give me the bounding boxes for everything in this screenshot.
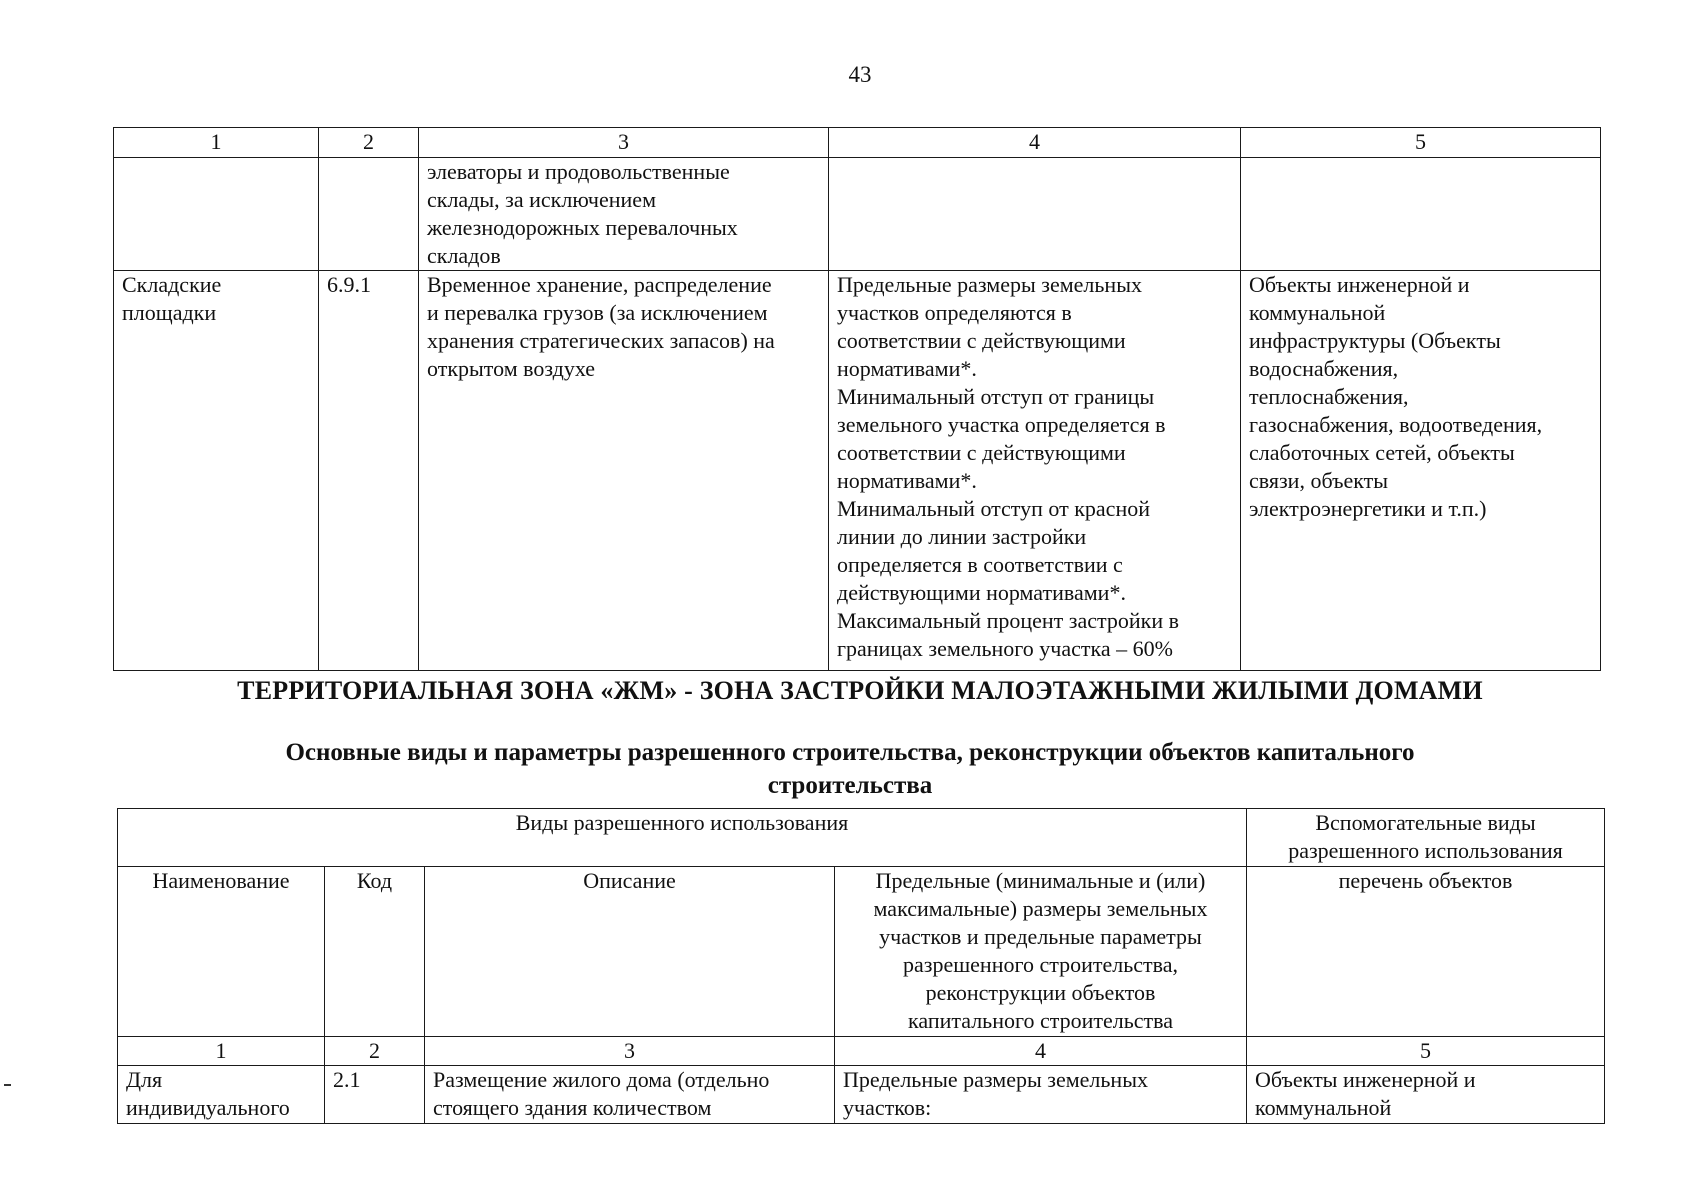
parameters-column-header: Предельные (минимальные и (или) максимальные) размеры земельных участков и предельные параметры разрешенного строительства, реконструкции объектов капитального строительства bbox=[835, 867, 1247, 1037]
table-row bbox=[114, 158, 1601, 271]
use-description-cell: Размещение жилого дома (отдельно стоящего здания количеством bbox=[425, 1066, 835, 1124]
column-number: 1 bbox=[114, 128, 319, 158]
table-row bbox=[114, 271, 1601, 671]
use-code-cell: 6.9.1 bbox=[319, 271, 419, 671]
objects-list-column-header: перечень объектов bbox=[1247, 867, 1605, 1037]
description-column-header: Описание bbox=[425, 867, 835, 1037]
auxiliary-objects-cell: Объекты инженерной и коммунальной инфраструктуры (Объекты водоснабжения, теплоснабжения, газоснабжения, водоотведения, слаботочных сетей, объекты связи, объекты электроэнергетики и т.п.) bbox=[1241, 271, 1601, 671]
auxiliary-objects-cell bbox=[1241, 158, 1601, 271]
use-description-cell: элеваторы и продовольственные склады, за исключением железнодорожных перевалочных складов bbox=[419, 158, 829, 271]
use-name-cell: Складские площадки bbox=[114, 271, 319, 671]
use-parameters-cell: Предельные размеры земельных участков: bbox=[835, 1066, 1247, 1124]
use-name-cell: Для индивидуального bbox=[118, 1066, 325, 1124]
auxiliary-objects-cell: Объекты инженерной и коммунальной bbox=[1247, 1066, 1605, 1124]
column-number: 5 bbox=[1241, 128, 1601, 158]
column-number-row bbox=[118, 1037, 1605, 1066]
name-column-header: Наименование bbox=[118, 867, 325, 1037]
column-header-row bbox=[118, 867, 1605, 1037]
column-number: 2 bbox=[319, 128, 419, 158]
section-title: Основные виды и параметры разрешенного строительства, реконструкции объектов капитального строительства bbox=[285, 739, 1415, 799]
column-number: 2 bbox=[325, 1037, 425, 1066]
use-code-cell: 2.1 bbox=[325, 1066, 425, 1124]
use-description-cell: Временное хранение, распределение и перевалка грузов (за исключением хранения стратегических запасов) на открытом воздухе bbox=[419, 271, 829, 671]
column-number: 1 bbox=[118, 1037, 325, 1066]
table-row bbox=[118, 1066, 1605, 1124]
margin-mark bbox=[4, 1084, 11, 1086]
zone-title: ТЕРРИТОРИАЛЬНАЯ ЗОНА «ЖМ» - ЗОНА ЗАСТРОЙКИ МАЛОЭТАЖНЫМИ ЖИЛЫМИ ДОМАМИ bbox=[237, 676, 1483, 705]
use-name-cell bbox=[114, 158, 319, 271]
column-number: 4 bbox=[835, 1037, 1247, 1066]
column-number: 4 bbox=[829, 128, 1241, 158]
group-header-row bbox=[118, 809, 1605, 867]
use-parameters-cell bbox=[829, 158, 1241, 271]
use-code-cell bbox=[319, 158, 419, 271]
auxiliary-uses-header: Вспомогательные виды разрешенного использования bbox=[1247, 809, 1605, 867]
column-number: 3 bbox=[419, 128, 829, 158]
code-column-header: Код bbox=[325, 867, 425, 1037]
page-number: 43 bbox=[848, 62, 872, 87]
permitted-uses-header: Виды разрешенного использования bbox=[118, 809, 1247, 867]
column-number: 3 bbox=[425, 1037, 835, 1066]
land-use-table bbox=[117, 808, 1605, 1124]
use-parameters-cell: Предельные размеры земельных участков определяются в соответствии с действующими нормативами*. Минимальный отступ от границы земельного участка определяется в соответствии с действующими нормативами*. Минимальный отступ от красной линии до линии застройки определяется в соответствии с действующими нормативами*. Максимальный процент застройки в границах земельного участка – 60% bbox=[829, 271, 1241, 671]
column-number-row bbox=[114, 128, 1601, 158]
land-use-table-continued bbox=[113, 127, 1601, 671]
column-number: 5 bbox=[1247, 1037, 1605, 1066]
